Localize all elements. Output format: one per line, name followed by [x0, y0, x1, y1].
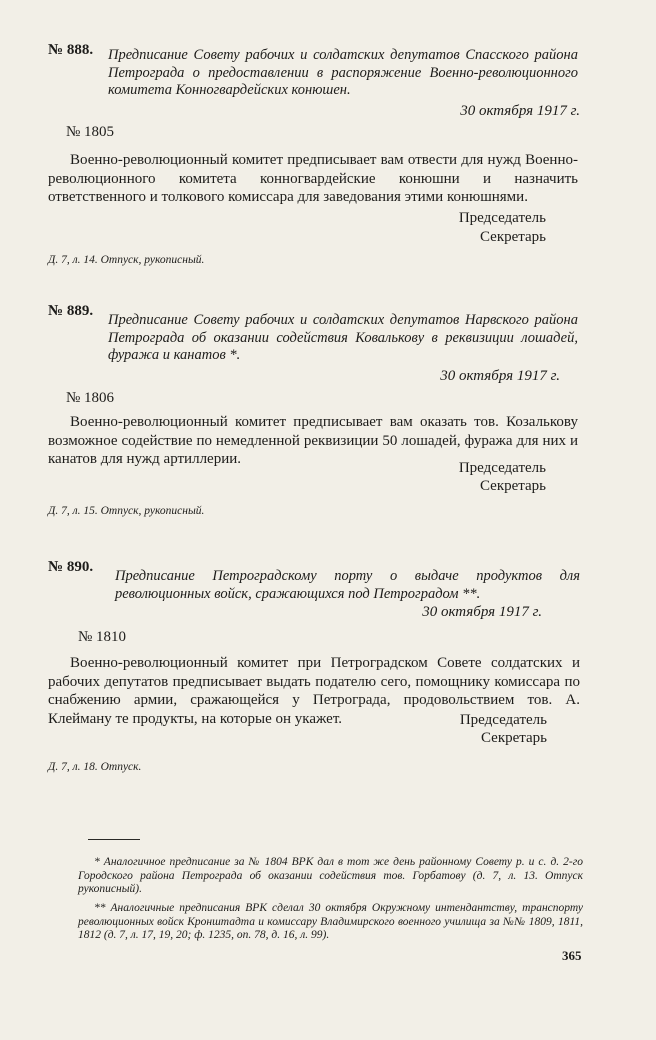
entry-888-date: 30 октября 1917 г. — [460, 103, 580, 119]
entry-888-secretary: Секретарь — [479, 229, 546, 245]
entry-890-number: № 890. — [48, 559, 94, 575]
entry-888-title: Предписание Совету рабочих и солдатских депутатов Спасского района Петрограда о предоставлении в распоряжение Военно-революционного комитета Конногвардейских конюшен. — [108, 47, 578, 98]
entry-889-body: Военно-революционный комитет предписывает вам оказать тов. Козалькову возможное содействие по немедленной реквизиции 50 лошадей, фуража для них и канатов для нужд артиллерии. — [48, 414, 578, 467]
entry-890-title: Предписание Петроградскому порту о выдаче продуктов для революционных войск, сражающихся под Петроградом **. — [115, 568, 580, 602]
entry-889-date: 30 октября 1917 г. — [440, 368, 560, 384]
entry-889-doc-number: № 1806 — [66, 390, 115, 406]
entry-890-doc-number: № 1810 — [78, 629, 127, 645]
entry-888-doc-number: № 1805 — [66, 124, 115, 140]
footnote-1: * Аналогичное предписание за № 1804 ВРК дал в тот же день районному Совету р. и с. д. 2-го Городского района Петрограда об оказании содействия тов. Горбатову (д. 7, л. 13. Отпуск рукописный). — [78, 856, 583, 895]
page-number: 365 — [562, 948, 582, 963]
footnote-2: ** Аналогичные предписания ВРК сделал 30 октября Окружному интендантству, транспорту революционных войск Кронштадта и комиссару Владимирского военного училища за №№ 1809, 1811, 1812 (д. 7, л. 17, 19, 20; ф. 1235, оп. 78, д. 16, л. 99). — [78, 902, 583, 941]
entry-888-body: Военно-революционный комитет предписывает вам отвести для нужд Военно-революционного комитета конногвардейские конюшни и назначить ответственного и толкового комиссара для заведования этими конюшнями. — [48, 152, 578, 205]
entry-889-chairman: Председатель — [458, 460, 546, 476]
entry-888-number: № 888. — [48, 42, 94, 58]
entry-889-source: Д. 7, л. 15. Отпуск, рукописный. — [48, 505, 205, 517]
entry-888-source: Д. 7, л. 14. Отпуск, рукописный. — [48, 254, 205, 266]
entry-890-source: Д. 7, л. 18. Отпуск. — [48, 761, 142, 773]
entry-888-chairman: Председатель — [458, 210, 546, 226]
entry-890-body: Военно-революционный комитет при Петроградском Совете солдатских и рабочих депутатов предписывает выдать подателю сего, помощнику комиссара по снабжению армии, сражающейся у Петрограда, продовольствием тов. А. Клейману те продукты, на которые он укажет. — [48, 655, 580, 727]
entry-889-title: Предписание Совету рабочих и солдатских депутатов Нарвского района Петрограда об оказании содействия Ковалькову в реквизиции лошадей, фуража и канатов *. — [108, 312, 578, 363]
entry-890-date: 30 октября 1917 г. — [422, 604, 542, 620]
entry-889-secretary: Секретарь — [479, 478, 546, 494]
entry-890-secretary: Секретарь — [480, 730, 547, 746]
entry-889-number: № 889. — [48, 303, 94, 319]
entry-890-chairman: Председатель — [459, 712, 547, 728]
footnote-divider — [88, 839, 140, 840]
